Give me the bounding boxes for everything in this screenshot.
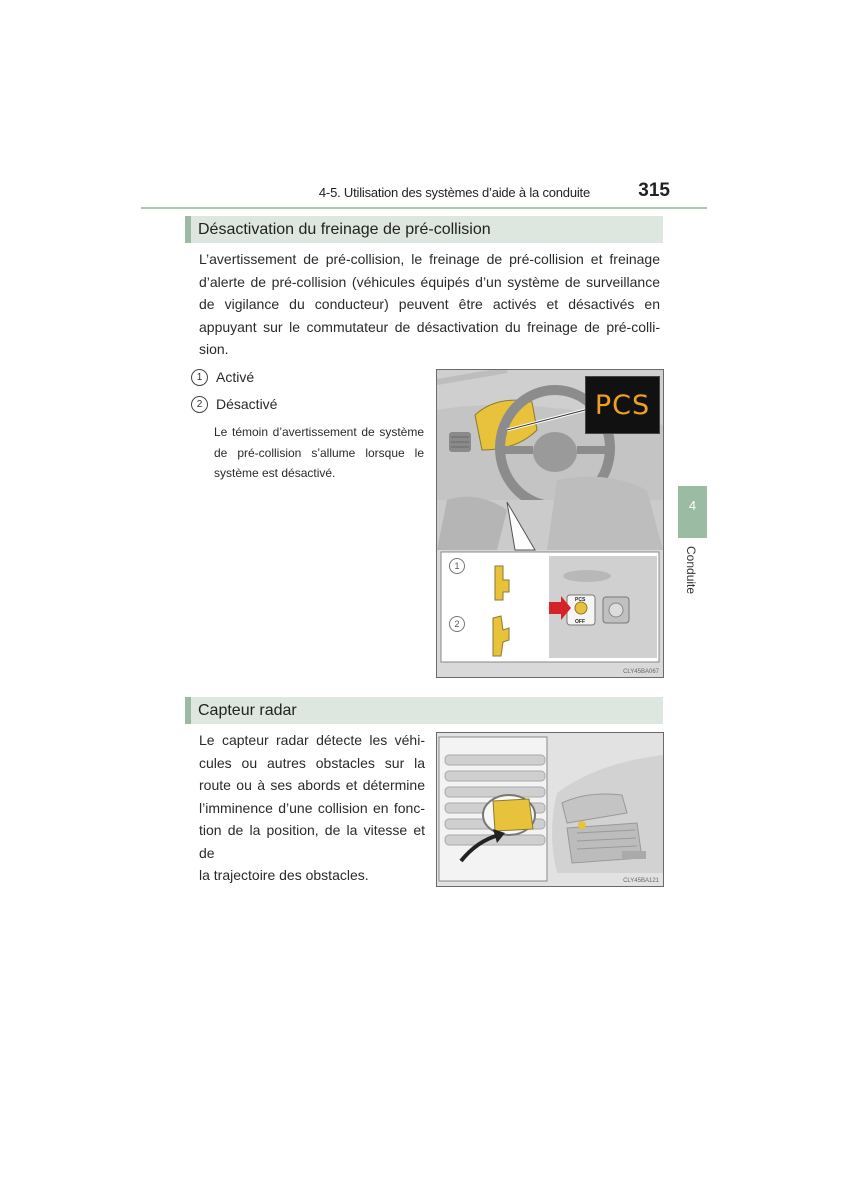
pcs-off-paragraph bbox=[199, 248, 660, 361]
pcs-switch-figure bbox=[436, 369, 664, 678]
paragraph-line: route ou à ses abords et détermine bbox=[199, 777, 425, 793]
paragraph-line: L’avertissement de pré-collision, le freinage de pré-collision et freinage bbox=[199, 251, 660, 267]
pcs-indicator-text: PCS bbox=[594, 389, 651, 421]
figure-callout-2: 2 bbox=[449, 616, 465, 632]
list-item-inactive bbox=[191, 394, 277, 414]
pcs-note bbox=[214, 422, 424, 484]
note-line: système est désactivé. bbox=[214, 466, 336, 480]
paragraph-line: cules ou autres obstacles sur la bbox=[199, 754, 425, 771]
page-number: 315 bbox=[638, 180, 670, 201]
figure-code: CLY45BA067 bbox=[623, 669, 659, 675]
paragraph-line: Le capteur radar détecte les véhi- bbox=[199, 732, 425, 748]
radar-paragraph bbox=[199, 729, 425, 887]
figure-callout-1: 1 bbox=[449, 558, 465, 574]
paragraph-line: la trajectoire des obstacles. bbox=[199, 867, 369, 883]
section-heading-radar: Capteur radar bbox=[185, 697, 663, 724]
radar-illustration bbox=[437, 733, 663, 886]
section-heading-pcs-off: Désactivation du freinage de pré-collision bbox=[185, 216, 663, 243]
list-item-label: Activé bbox=[216, 369, 255, 385]
pcs-indicator-box bbox=[585, 376, 660, 434]
list-item-label: Désactivé bbox=[216, 396, 278, 412]
pcs-switch-label-top: PCS bbox=[575, 597, 586, 603]
chapter-label: Conduite bbox=[684, 546, 698, 595]
chapter-tab: 4 bbox=[678, 486, 707, 538]
circled-number-2: 2 bbox=[191, 396, 208, 413]
paragraph-line: appuyant sur le commutateur de désactivation du freinage de pré-colli- bbox=[199, 318, 660, 335]
circled-number-1: 1 bbox=[191, 369, 208, 386]
paragraph-line: tion de la position, de la vitesse et de bbox=[199, 822, 425, 861]
figure-code: CLY45BA121 bbox=[623, 878, 659, 884]
note-line: de pré-collision s’allume lorsque le bbox=[214, 445, 424, 460]
note-line: Le témoin d’avertissement de système bbox=[214, 425, 424, 439]
radar-sensor-figure bbox=[436, 732, 664, 887]
paragraph-line: de vigilance du conducteur) peuvent être activés et désactivés en bbox=[199, 296, 660, 312]
paragraph-line: sion. bbox=[199, 341, 229, 357]
running-header-title: 4-5. Utilisation des systèmes d’aide à la conduite bbox=[318, 185, 590, 200]
list-item-active bbox=[191, 367, 254, 387]
paragraph-line: l’imminence d’une collision en fonc- bbox=[199, 799, 425, 816]
paragraph-line: d’alerte de pré-collision (véhicules équipés d’un système de surveillance bbox=[199, 273, 660, 290]
header-rule bbox=[141, 207, 707, 209]
pcs-switch-label-bottom: OFF bbox=[575, 619, 585, 625]
